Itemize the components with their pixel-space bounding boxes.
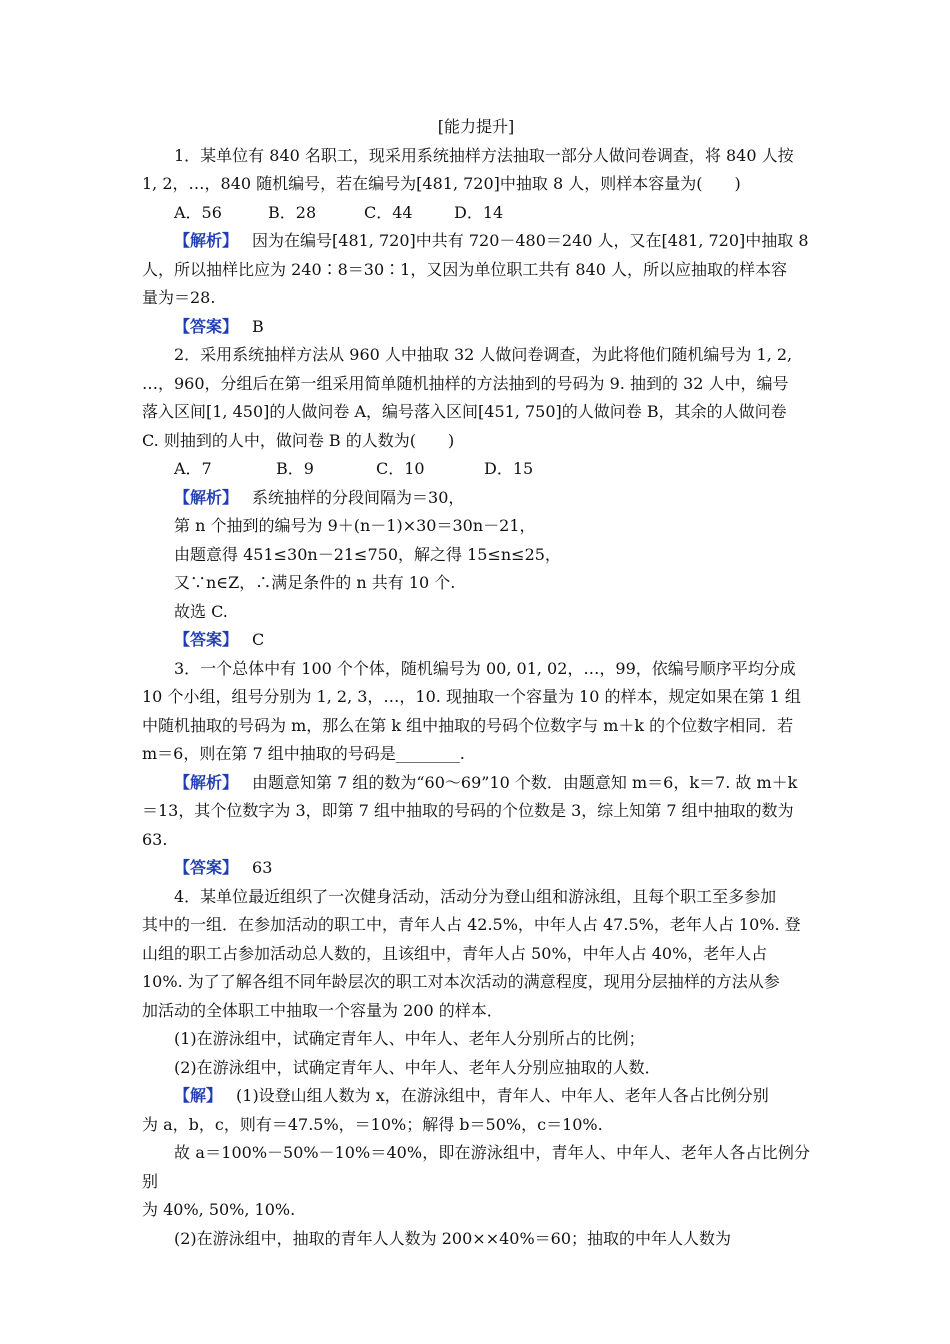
q4-solution-line: (1)设登山组人数为 x，在游泳组中，青年人、中年人、老年人各占比例分别	[236, 1086, 769, 1105]
q4-stem-line: 10%. 为了了解各组不同年龄层次的职工对本次活动的满意程度，现用分层抽样的方法从参	[142, 972, 780, 991]
q3-stem-line: 中随机抽取的号码为 m，那么在第 k 组中抽取的号码个位数字与 m＋k 的个位数字相同．若	[142, 715, 794, 735]
q2-answer	[142, 626, 810, 655]
analysis-tag: 【解析】	[174, 772, 239, 792]
q4-stem-line: 加活动的全体职工中抽取一个容量为 200 的样本．	[142, 1000, 503, 1020]
q1-stem-line: 1．某单位有 840 名职工，现采用系统抽样方法抽取一部分人做问卷调查，将 840 人按	[174, 145, 794, 165]
q2-stem-line: 落入区间[1, 450]的人做问卷 A，编号落入区间[451, 750]的人做问卷 B，其余的人做问卷	[142, 402, 787, 421]
q2-stem-line: 2．采用系统抽样方法从 960 人中抽取 32 人做问卷调查，为此将他们随机编号为 1, 2,	[174, 345, 793, 364]
q4-stem-line: 其中的一组．在参加活动的职工中，青年人占 42.5%，中年人占 47.5%，老年人占 10%. 登	[142, 915, 801, 934]
question-3	[142, 655, 810, 883]
question-2	[142, 341, 810, 655]
analysis-tag: 【解析】	[174, 487, 239, 507]
q1-answer	[142, 313, 810, 342]
q1-stem-line: 1, 2，…，840 随机编号，若在编号为[481, 720]中抽取 8 人，则样本容量为( )	[142, 174, 741, 193]
q3-answer-value: 63	[252, 858, 273, 877]
q1-analysis-line: 人，所以抽样比应为 240∶8＝30∶1，又因为单位职工共有 840 人，所以应抽取的样本容	[142, 259, 788, 279]
q2-stem-line: C. 则抽到的人中，做问卷 B 的人数为( )	[142, 430, 455, 450]
q4-solution	[142, 1082, 810, 1111]
q4-solution-line: 为 a，b，c，则有＝47.5%，＝10%；解得 b＝50%，c＝10%.	[142, 1114, 603, 1134]
q1-option-b: B．28	[268, 202, 317, 222]
q2-analysis	[142, 484, 810, 513]
q2-option-a: A．7	[174, 459, 212, 478]
q3-answer	[142, 854, 810, 883]
answer-tag: 【答案】	[174, 858, 239, 877]
q2-answer-value: C	[252, 630, 265, 649]
q3-stem-line: m＝6，则在第 7 组中抽取的号码是________.	[142, 744, 465, 763]
q2-option-d: D．15	[484, 459, 534, 478]
solution-tag: 【解】	[174, 1086, 223, 1105]
question-4	[142, 883, 810, 1254]
q2-analysis-line: 第 n 个抽到的编号为 9＋(n－1)×30＝30n－21，	[174, 516, 536, 535]
q3-analysis-line: 由题意知第 7 组的数为“60～69”10 个数．由题意知 m＝6，k＝7. 故 m＋k	[252, 772, 798, 792]
q2-analysis-line: 系统抽样的分段间隔为＝30，	[252, 487, 465, 507]
q1-option-d: D．14	[454, 202, 504, 222]
q1-analysis	[142, 227, 810, 256]
q2-analysis-line: 又∵n∈Z，∴满足条件的 n 共有 10 个.	[174, 573, 456, 592]
q3-analysis	[142, 769, 810, 798]
q1-analysis-line: 量为＝28.	[142, 288, 216, 307]
section-title: [能力提升]	[437, 117, 515, 136]
q2-stem-line: …，960，分组后在第一组采用简单随机抽样的方法抽到的号码为 9. 抽到的 32 人中，编号	[142, 373, 789, 393]
q2-option-b: B．9	[276, 459, 314, 478]
q4-stem-line: 4．某单位最近组织了一次健身活动，活动分为登山组和游泳组，且每个职工至多参加	[174, 886, 777, 906]
q2-options	[142, 455, 810, 484]
question-1	[142, 142, 810, 342]
q1-analysis-line: 因为在编号[481, 720]中共有 720－480＝240 人，又在[481, 720]中抽取 8	[252, 231, 809, 250]
q4-solution-line: 故 a＝100%－50%－10%＝40%，即在游泳组中，青年人、中年人、老年人各占比例分别	[142, 1143, 810, 1191]
q2-option-c: C．10	[376, 459, 425, 478]
q1-answer-value: B	[252, 316, 264, 336]
q3-stem-line: 10 个小组，组号分别为 1, 2, 3，…，10. 现抽取一个容量为 10 的样本，规定如果在第 1 组	[142, 687, 801, 706]
q4-solution-line: (2)在游泳组中，抽取的青年人人数为 200××40%＝60；抽取的中年人人数为	[174, 1228, 732, 1248]
answer-tag: 【答案】	[174, 630, 239, 649]
q1-option-a: A．56	[174, 202, 222, 222]
q4-subquestion-2: (2)在游泳组中，试确定青年人、中年人、老年人分别应抽取的人数．	[174, 1057, 661, 1077]
q2-analysis-line: 故选 C.	[174, 601, 228, 621]
q3-analysis-line: ＝13，其个位数字为 3，即第 7 组中抽取的号码的个位数是 3，综上知第 7 组中抽取的数为	[142, 801, 794, 820]
answer-tag: 【答案】	[174, 316, 239, 336]
q3-stem-line: 3．一个总体中有 100 个个体，随机编号为 00, 01, 02，…，99，依编号顺序平均分成	[174, 658, 796, 678]
q4-solution-line: 为 40%, 50%, 10%.	[142, 1200, 296, 1219]
q1-options	[142, 199, 810, 228]
analysis-tag: 【解析】	[174, 231, 239, 250]
q4-subquestion-1: (1)在游泳组中，试确定青年人、中年人、老年人分别所占的比例；	[174, 1029, 645, 1048]
q2-analysis-line: 由题意得 451≤30n－21≤750，解之得 15≤n≤25，	[174, 544, 561, 564]
page-content	[142, 113, 810, 1253]
q4-stem-line: 山组的职工占参加活动总人数的，且该组中，青年人占 50%，中年人占 40%，老年人占	[142, 943, 768, 963]
q1-option-c: C．44	[364, 202, 413, 222]
q3-analysis-line: 63.	[142, 829, 168, 849]
